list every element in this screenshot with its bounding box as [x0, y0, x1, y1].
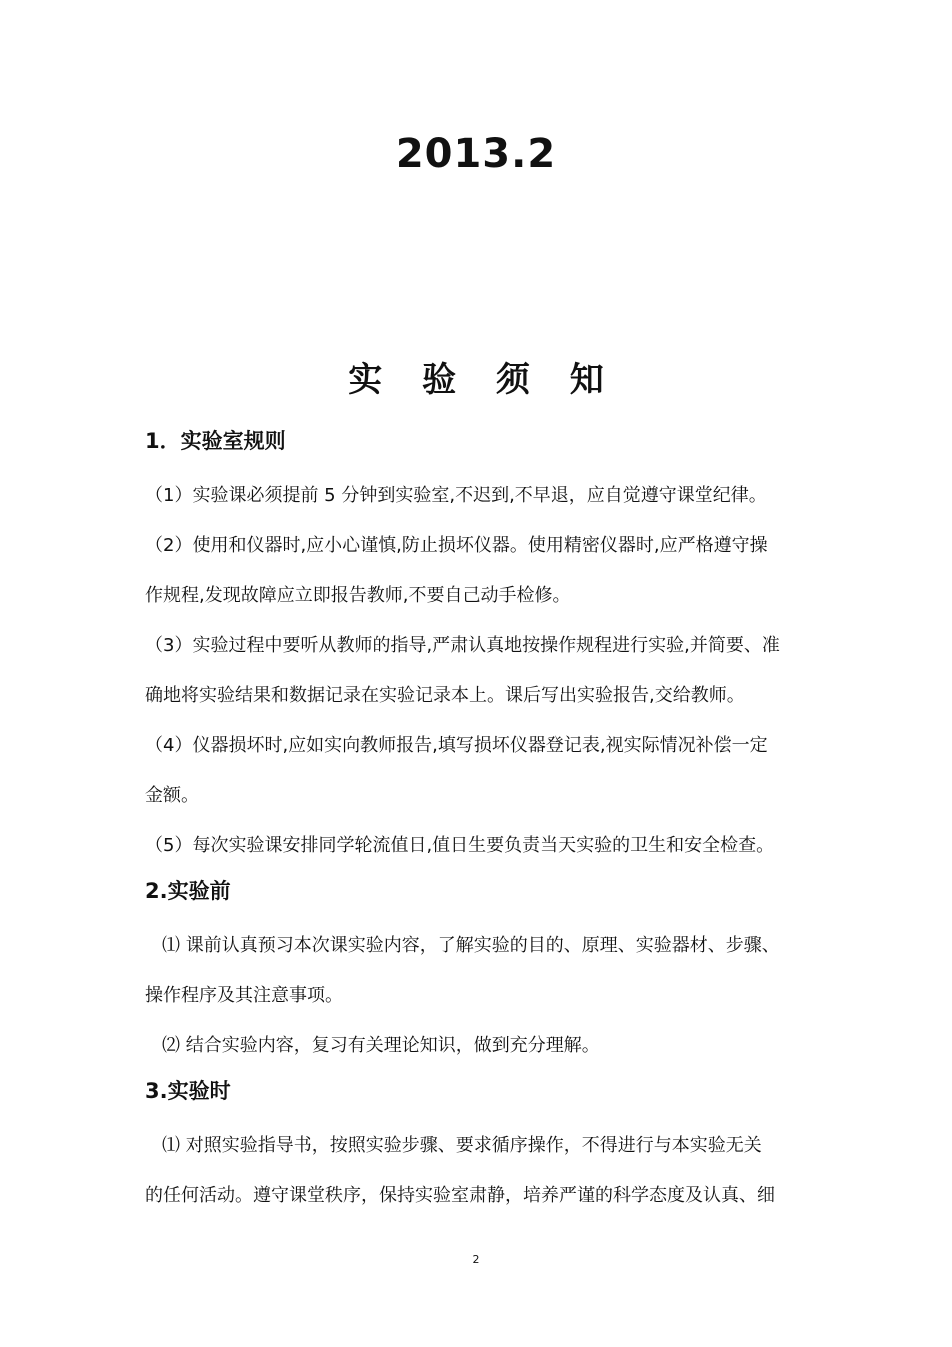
paragraph-line: 作规程,发现故障应立即报告教师,不要自己动手检修。 [145, 585, 571, 606]
paragraph-line: （4）仪器损坏时,应如实向教师报告,填写损坏仪器登记表,视实际情况补偿一定 [145, 735, 768, 756]
paragraph-line: （3）实验过程中要听从教师的指导,严肃认真地按操作规程进行实验,并简要、准 [145, 635, 780, 656]
page-title: 实 验 须 知 [348, 360, 618, 400]
paragraph-line: ⑴ 课前认真预习本次课实验内容，了解实验的目的、原理、实验器材、步骤、 [162, 935, 780, 956]
section-heading-lab-rules: 1．实验室规则 [145, 429, 286, 453]
paragraph-line: 的任何活动。遵守课堂秩序，保持实验室肃静，培养严谨的科学态度及认真、细 [145, 1185, 775, 1206]
section-heading-before-experiment: 2.实验前 [145, 879, 231, 903]
document-body [145, 421, 813, 1221]
paragraph-line: ⑵ 结合实验内容，复习有关理论知识，做到充分理解。 [162, 1035, 600, 1056]
paragraph-line: ⑴ 对照实验指导书，按照实验步骤、要求循序操作，不得进行与本实验无关 [162, 1135, 762, 1156]
paragraph-line: （2）使用和仪器时,应小心谨慎,防止损坏仪器。使用精密仪器时,应严格遵守操 [145, 535, 768, 556]
paragraph-line: （5）每次实验课安排同学轮流值日,值日生要负责当天实验的卫生和安全检查。 [145, 835, 775, 856]
paragraph-line: （1）实验课必须提前 5 分钟到实验室,不迟到,不早退，应自觉遵守课堂纪律。 [145, 485, 767, 506]
section-heading-during-experiment: 3.实验时 [145, 1079, 231, 1103]
paragraph-line: 确地将实验结果和数据记录在实验记录本上。课后写出实验报告,交给教师。 [145, 685, 745, 706]
paragraph-line: 操作程序及其注意事项。 [145, 985, 343, 1006]
document-date: 2013.2 [395, 131, 557, 177]
page-number: 2 [472, 1253, 480, 1266]
paragraph-line: 金额。 [145, 785, 199, 806]
